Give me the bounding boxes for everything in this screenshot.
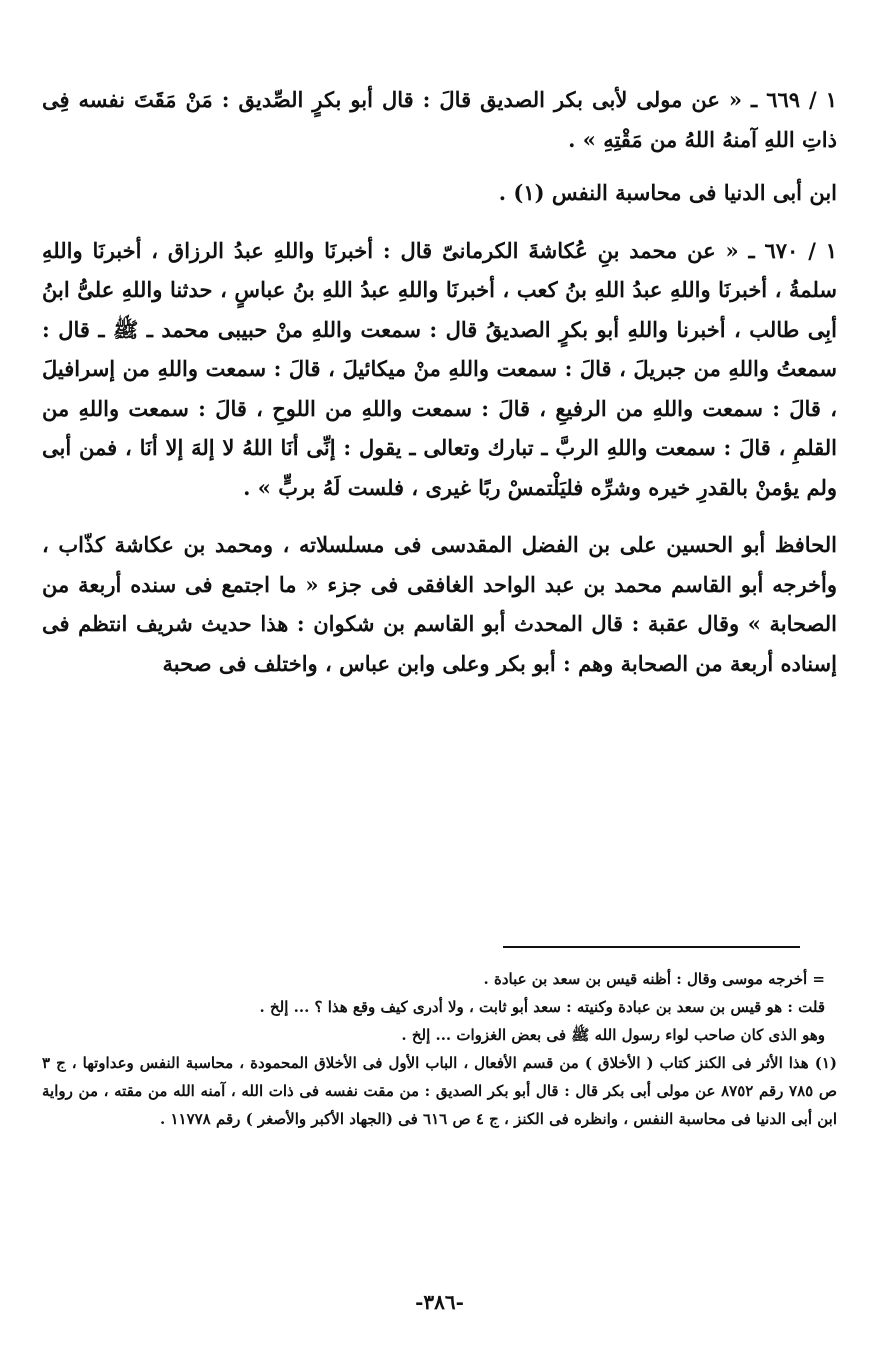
source-669: ابن أبى الدنيا فى محاسبة النفس (١) . [498,180,837,205]
page-number: -٣٨٦- [415,1290,464,1314]
commentary-670: الحافظ أبو الحسين على بن الفضل المقدسى فى مسلسلاته ، ومحمد بن عكاشة كذّاب ، وأخرجه أبو القاسم محمد بن عبد الواحد الغافقى فى جزء « ما اجتمع فى سنده أربعة من الصحابة » وقال عقبة : قال المحدث أبو القاسم بن شكوان : هذا حديث شريف انتظم فى إسناده أربعة من الصحابة وهم : أبو بكر وعلى وابن عباس ، واختلف فى صحبة [42,532,837,676]
main-text [42,80,837,683]
footnote-continuation-1: = أخرجه موسى وقال : أظنه قيس بن سعد بن عبادة . [483,970,825,988]
hadith-669: ١ / ٦٦٩ ـ « عن مولى لأبى بكر الصديق قالَ : قال أبو بكرٍ الصِّديق : مَنْ مَقَتَ نفسه فِى ذاتِ اللهِ آمنهُ اللهُ من مَقْتِهِ » . [42,87,838,152]
hadith-670: ١ / ٦٧٠ ـ « عن محمد بنِ عُكاشةَ الكرمانىّ قال : أخبرنَا واللهِ عبدُ الرزاق ، أخبرنَا واللهِ سلمةُ ، أخبرنَا واللهِ عبدُ اللهِ بنُ كعب ، أخبرنَا واللهِ عبدُ اللهِ بنُ عباسٍ ، حدثنا واللهِ علىُّ ابنُ أبِى طالب ، أخبرنا واللهِ أبو بكرٍ الصديقُ قال : سمعت واللهِ منْ حبيبى محمد ـ ﷺ ـ قال : سمعتُ واللهِ من جبريلَ ، قالَ : سمعت واللهِ منْ ميكائيلَ ، قالَ : سمعت واللهِ من إسرافيلَ ، قالَ : سمعت واللهِ من الرفيعِ ، قالَ : سمعت واللهِ من اللوحِ ، قالَ : سمعت واللهِ من القلمِ ، قالَ : سمعت واللهِ الربَّ ـ تبارك وتعالى ـ يقول : إنِّى أنَا اللهُ لا إلهَ إلا أنَا ، فمن أبى ولم يؤمنْ بالقدرِ خيره وشرِّه فليَلْتمسْ ربًا غيرى ، فلست لَهُ بربٍّ » . [42,237,838,500]
footnote-divider [503,946,800,948]
footnotes [42,965,837,1133]
footnote-continuation-3: وهو الذى كان صاحب لواء رسول الله ﷺ فى بعض الغزوات ... إلخ . [401,1026,825,1044]
footnote-continuation-2: قلت : هو قيس بن سعد بن عبادة وكنيته : سعد أبو ثابت ، ولا أدرى كيف وقع هذا ؟ ... إلخ . [259,998,825,1016]
footnote-1: (١) هذا الأثر فى الكنز كتاب ( الأخلاق ) من قسم الأفعال ، الباب الأول فى الأخلاق المحمودة ، محاسبة النفس وعداوتها ، ج ٣ ص ٧٨٥ رقم ٨٧٥٢ عن مولى أبى بكر قال : قال أبو بكر الصديق : من مقت نفسه فى ذات الله ، آمنه الله من مقته ، من رواية ابن أبى الدنيا فى محاسبة النفس ، وانظره فى الكنز ، ج ٤ ص ٦١٦ فى (الجهاد الأكبر والأصغر ) رقم ١١٧٧٨ . [42,1054,838,1128]
